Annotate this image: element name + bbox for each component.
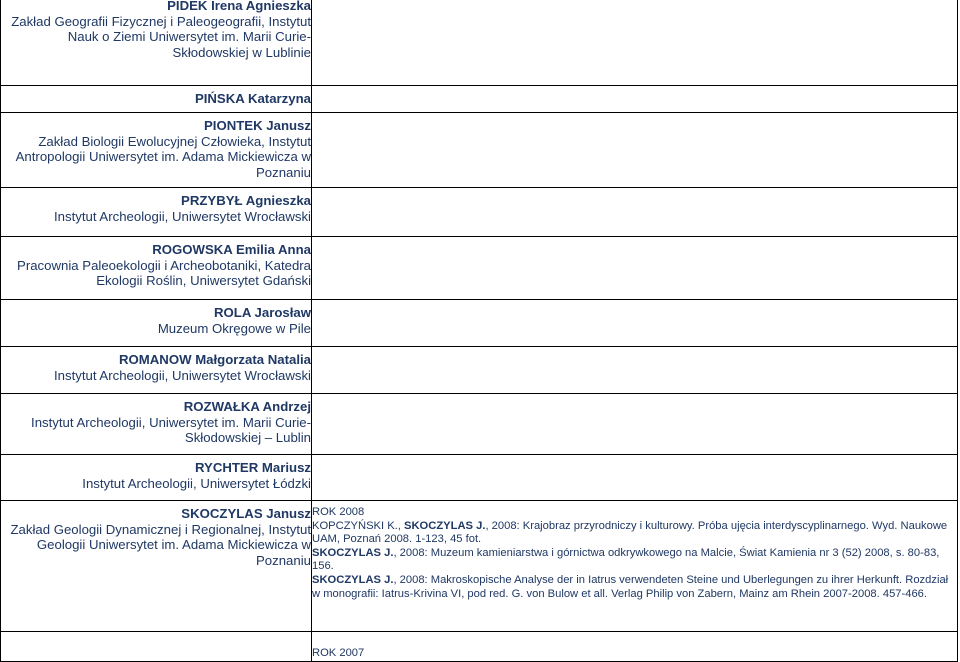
publications-cell — [312, 86, 958, 113]
table-row — [1, 237, 958, 300]
publications-cell — [312, 501, 958, 632]
publication-entry — [312, 574, 957, 601]
author-cell — [1, 394, 312, 455]
publications-cell — [312, 632, 958, 662]
table-row — [1, 0, 958, 86]
author-name: RYCHTER Mariusz — [194, 460, 311, 475]
author-name: ROGOWSKA Emilia Anna — [152, 242, 311, 257]
table-row — [1, 501, 958, 632]
author-affiliation: Muzeum Okręgowe w Pile — [157, 320, 311, 336]
publications-cell — [312, 394, 958, 455]
table-row — [1, 113, 958, 188]
author-cell — [1, 455, 312, 501]
author-affiliation: Pracownia Paleoekologii i Archeobotaniki, Katedra Ekologii Roślin, Uniwersytet Gdański — [17, 257, 311, 289]
publications-cell — [312, 300, 958, 347]
table-row — [1, 632, 958, 662]
publication-entry — [312, 547, 957, 574]
author-cell — [1, 113, 312, 188]
citation-text: , 2008: Makroskopische Analyse der in Iatrus verwendeten Steine und Uberlegungen zu ihrer Herkunft. Rozdział w monografii: Iatrus-Krivina VI, pod red. G. von Bulow et all. Verlag Philip von Zabern, Mainz am Rhein 2007-2008. 457-466. — [312, 573, 949, 600]
author-cell — [1, 300, 312, 347]
author-name: PIONTEK Janusz — [204, 118, 311, 133]
author-name: ROMANOW Małgorzata Natalia — [119, 352, 311, 367]
author-highlight: SKOCZYLAS J. — [312, 573, 394, 586]
author-affiliation: Instytut Archeologii, Uniwersytet Wrocławski — [53, 367, 311, 383]
author-highlight: SKOCZYLAS J. — [404, 519, 486, 532]
author-name: PRZYBYŁ Agnieszka — [181, 193, 311, 208]
citation-text: , 2008: Muzeum kamieniarstwa i górnictwa odkrywkowego na Malcie, Świat Kamienia nr 3 (52) 2008, s. 80-83, 156. — [312, 546, 940, 573]
author-cell — [1, 0, 312, 86]
author-affiliation: Zakład Geologii Dynamicznej i Regionalnej, Instytut Geologii Uniwersytet im. Adama Mickiewicza w Poznaniu — [10, 521, 311, 568]
author-name: ROLA Jarosław — [214, 305, 311, 320]
publications-cell — [312, 0, 958, 86]
table-row — [1, 300, 958, 347]
table-row — [1, 347, 958, 394]
table-row — [1, 394, 958, 455]
author-name: SKOCZYLAS Janusz — [181, 506, 311, 521]
year-heading: ROK 2008 — [312, 506, 365, 518]
author-cell — [1, 86, 312, 113]
year-heading: ROK 2007 — [312, 647, 365, 659]
author-affiliation: Instytut Archeologii, Uniwersytet Wrocławski — [53, 208, 311, 224]
publications-cell — [312, 455, 958, 501]
publications-cell — [312, 237, 958, 300]
author-affiliation: Instytut Archeologii, Uniwersytet Łódzki — [82, 475, 311, 491]
publications-cell — [312, 347, 958, 394]
publication-entry — [312, 520, 957, 547]
author-affiliation: Instytut Archeologii, Uniwersytet im. Marii Curie-Skłodowskiej – Lublin — [31, 414, 311, 446]
author-highlight: SKOCZYLAS J. — [312, 546, 394, 559]
table-row — [1, 455, 958, 501]
author-cell — [1, 237, 312, 300]
author-cell — [1, 632, 312, 662]
publications-cell — [312, 113, 958, 188]
author-name: PIŃSKA Katarzyna — [194, 91, 311, 106]
author-cell — [1, 347, 312, 394]
author-cell — [1, 501, 312, 632]
author-affiliation: Zakład Geografii Fizycznej i Paleogeografii, Instytut Nauk o Ziemi Uniwersytet im. Marii Curie-Skłodowskiej w Lublinie — [11, 13, 311, 60]
author-affiliation: Zakład Biologii Ewolucyjnej Człowieka, Instytut Antropologii Uniwersytet im. Adama Mickiewicza w Poznaniu — [15, 133, 311, 180]
coauthor-text: KOPCZYŃSKI K., — [312, 519, 405, 532]
author-name: PIDEK Irena Agnieszka — [167, 0, 311, 13]
table-row — [1, 86, 958, 113]
author-name: ROZWAŁKA Andrzej — [183, 399, 311, 414]
author-cell — [1, 188, 312, 237]
citation-text: , 2008: Krajobraz przyrodniczy i kulturowy. Próba ujęcia interdyscyplinarnego. Wyd. Naukowe UAM, Poznań 2008. 1-123, 45 fot. — [312, 519, 948, 546]
publications-cell — [312, 188, 958, 237]
table-row — [1, 188, 958, 237]
